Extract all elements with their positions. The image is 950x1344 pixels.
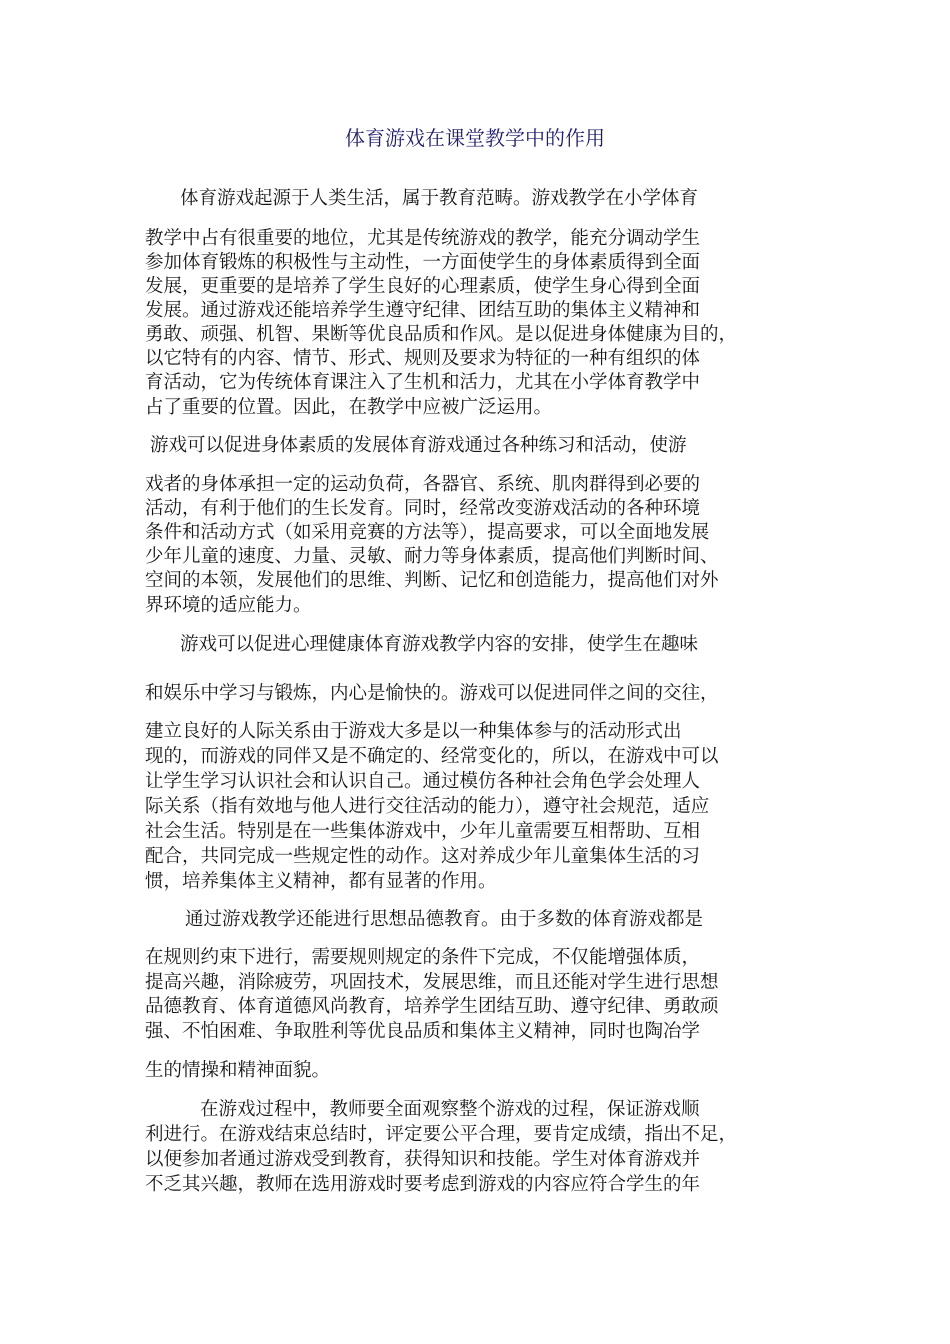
paragraph-line: 让学生学习认识社会和认识自己。通过模仿各种社会角色学会处理人: [145, 771, 701, 792]
paragraph-line: 生的情操和精神面貌。: [145, 1060, 331, 1081]
paragraph-line: 以便参加者通过游戏受到教育，获得知识和技能。学生对体育游戏并: [145, 1149, 701, 1170]
paragraph-line: 不乏其兴趣，教师在选用游戏时要考虑到游戏的内容应符合学生的年: [145, 1174, 701, 1195]
paragraph-line: 教学中占有很重要的地位，尤其是传统游戏的教学，能充分调动学生: [145, 228, 701, 249]
paragraph-line: 占了重要的位置。因此，在教学中应被广泛运用。: [145, 397, 553, 418]
paragraph-line: 品德教育、体育道德风尚教育，培养学生团结互助、遵守纪律、勇敢顽: [145, 996, 719, 1017]
paragraph-line: 戏者的身体承担一定的运动负荷，各器官、系统、肌肉群得到必要的: [145, 474, 701, 495]
paragraph-line: 活动，有利于他们的生长发育。同时，经常改变游戏活动的各种环境: [145, 498, 701, 519]
paragraph-line: 建立良好的人际关系由于游戏大多是以一种集体参与的活动形式出: [145, 721, 682, 742]
paragraph-line: 在游戏过程中，教师要全面观察整个游戏的过程，保证游戏顺: [200, 1099, 700, 1120]
paragraph-line: 发展。通过游戏还能培养学生遵守纪律、团结互助的集体主义精神和: [145, 300, 701, 321]
paragraph-line: 利进行。在游戏结束总结时，评定要公平合理，要肯定成绩，指出不足，: [145, 1124, 738, 1145]
paragraph-line: 强、不怕困难、争取胜利等优良品质和集体主义精神，同时也陶冶学: [145, 1021, 701, 1042]
paragraph-line: 勇敢、顽强、机智、果断等优良品质和作风。是以促进身体健康为目的，: [145, 324, 738, 345]
paragraph-line: 提高兴趣，消除疲劳，巩固技术，发展思维，而且还能对学生进行思想: [145, 972, 719, 993]
paragraph-line: 参加体育锻炼的积极性与主动性，一方面使学生的身体素质得到全面: [145, 252, 701, 273]
paragraph-line: 少年儿童的速度、力量、灵敏、耐力等身体素质，提高他们判断时间、: [145, 546, 719, 567]
paragraph-line: 配合，共同完成一些规定性的动作。这对养成少年儿童集体生活的习: [145, 846, 701, 867]
paragraph-line: 以它特有的内容、情节、形式、规则及要求为特征的一种有组织的体: [145, 348, 701, 369]
paragraph-line: 条件和活动方式（如采用竞赛的方法等），提高要求，可以全面地发展: [145, 522, 710, 543]
paragraph-line: 游戏可以促进身体素质的发展体育游戏通过各种练习和活动，使游: [150, 435, 687, 456]
paragraph-line: 现的，而游戏的同伴又是不确定的、经常变化的，所以，在游戏中可以: [145, 746, 719, 767]
document-title: 体育游戏在课堂教学中的作用: [345, 126, 605, 150]
paragraph-line: 社会生活。特别是在一些集体游戏中，少年儿童需要互相帮助、互相: [145, 821, 701, 842]
paragraph-line: 通过游戏教学还能进行思想品德教育。由于多数的体育游戏都是: [185, 909, 704, 930]
paragraph-line: 和娱乐中学习与锻炼，内心是愉快的。游戏可以促进同伴之间的交往，: [145, 683, 719, 704]
paragraph-line: 育活动，它为传统体育课注入了生机和活力，尤其在小学体育教学中: [145, 372, 701, 393]
paragraph-line: 在规则约束下进行，需要规则规定的条件下完成，不仅能增强体质，: [145, 947, 701, 968]
paragraph-line: 游戏可以促进心理健康体育游戏教学内容的安排，使学生在趣味: [180, 634, 699, 655]
paragraph-line: 空间的本领，发展他们的思维、判断、记忆和创造能力，提高他们对外: [145, 570, 719, 591]
paragraph-line: 界环境的适应能力。: [145, 595, 312, 616]
paragraph-line: 体育游戏起源于人类生活，属于教育范畴。游戏教学在小学体育: [180, 188, 699, 209]
paragraph-line: 发展，更重要的是培养了学生良好的心理素质，使学生身心得到全面: [145, 276, 701, 297]
paragraph-line: 惯，培养集体主义精神，都有显著的作用。: [145, 871, 497, 892]
paragraph-line: 际关系（指有效地与他人进行交往活动的能力），遵守社会规范，适应: [145, 796, 710, 817]
